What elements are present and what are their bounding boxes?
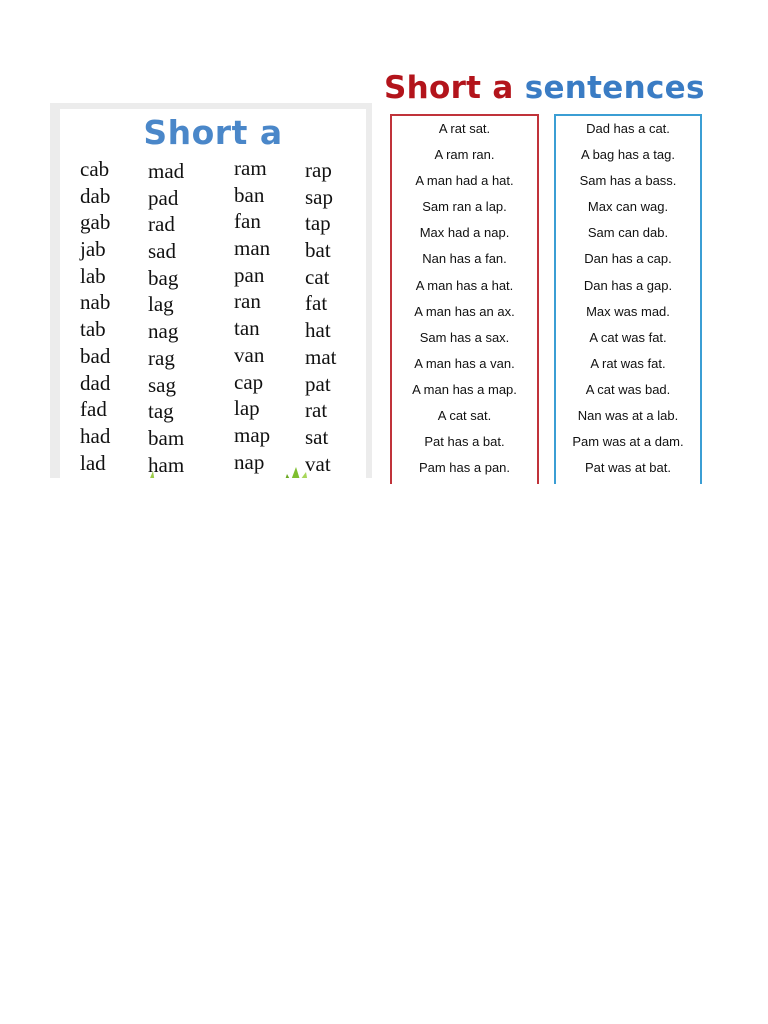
word: tab (80, 317, 106, 342)
word-column-3 (234, 155, 270, 475)
word: map (234, 422, 271, 447)
word-card-inner (60, 109, 366, 478)
word: ran (234, 289, 261, 314)
sentence: A cat was fat. (589, 329, 667, 345)
word: sad (148, 239, 176, 264)
word: pan (234, 262, 265, 287)
sentences-title-short-a: Short a (384, 70, 514, 106)
word: lap (234, 396, 260, 421)
word: rad (148, 212, 175, 237)
word-column-2 (148, 158, 184, 478)
sentence: A man has a hat. (415, 277, 514, 293)
word: rag (148, 345, 175, 370)
word: bad (80, 343, 111, 368)
sentences-title (384, 70, 705, 106)
sentence: Dad has a cat. (586, 121, 670, 136)
word: sap (305, 184, 333, 209)
sentence: Sam has a sax. (419, 329, 510, 345)
sentence: A cat was bad. (585, 381, 671, 397)
word: nag (148, 319, 179, 344)
word: fan (234, 209, 261, 234)
sentence: A man has a map. (412, 381, 517, 397)
word: van (234, 342, 265, 367)
short-a-word-card (50, 103, 372, 478)
sentence: Dan has a cap. (584, 251, 672, 267)
sentence: Sam can dab. (587, 225, 669, 241)
word-column-4 (305, 157, 337, 477)
sentence: A man has a van. (414, 355, 515, 371)
word: bam (148, 425, 185, 450)
word: rat (305, 398, 328, 423)
word: tan (234, 316, 260, 341)
sentence: Max had a nap. (419, 225, 510, 241)
word: ham (148, 452, 185, 477)
sentence: A man had a hat. (415, 173, 514, 189)
word: gab (80, 210, 111, 235)
sentence: A bag has a tag. (581, 147, 675, 163)
sentence: Pam was at a dam. (572, 434, 684, 450)
sentences-box-right (554, 114, 702, 484)
word: lag (148, 292, 174, 317)
sentence: Sam ran a lap. (422, 199, 507, 215)
word: mat (305, 344, 337, 369)
sentence: Sam has a bass. (579, 173, 677, 189)
sentence-list-right (556, 116, 700, 481)
word: ban (234, 182, 265, 207)
word: had (80, 423, 111, 448)
word: rap (305, 158, 332, 182)
word: fat (305, 291, 328, 316)
word: lad (80, 450, 106, 475)
word: tag (148, 399, 174, 424)
sentence: Dan has a gap. (583, 277, 673, 293)
word: sag (148, 372, 176, 397)
sentence-list-left (392, 116, 537, 481)
sentences-box-left (390, 114, 539, 484)
grass-decoration-icon (120, 463, 320, 478)
word: ram (234, 156, 267, 180)
word: sat (305, 424, 329, 449)
sentence: Max can wag. (587, 199, 669, 215)
word: vat (305, 451, 331, 476)
word: pat (305, 371, 331, 396)
word: hat (305, 318, 331, 343)
word-column-1 (80, 156, 110, 476)
sentences-title-sentences: sentences (524, 70, 705, 106)
word: pad (148, 185, 179, 210)
sentence: A man has an ax. (414, 303, 515, 319)
word: bag (148, 265, 179, 290)
sentence: A ram ran. (434, 147, 495, 163)
word-card-title: Short a (143, 113, 283, 152)
sentence: Pat has a bat. (424, 434, 505, 450)
word: nab (80, 290, 111, 315)
sentence: Pat was at bat. (585, 460, 671, 476)
word: fad (80, 397, 107, 422)
word: mad (148, 159, 185, 183)
word: tap (305, 211, 331, 236)
sentence: Nan has a fan. (422, 251, 507, 267)
sentence: Max was mad. (586, 303, 670, 319)
sentence: A rat was fat. (590, 355, 666, 371)
word: cap (234, 369, 264, 394)
word: nap (234, 449, 265, 474)
word: cat (305, 264, 330, 289)
word: cab (80, 157, 110, 181)
sentence: Pam has a pan. (418, 460, 511, 476)
word: dad (80, 370, 111, 395)
word: bat (305, 238, 331, 263)
word: dab (80, 183, 111, 208)
word: man (234, 236, 271, 261)
sentence: Nan was at a lab. (577, 408, 679, 424)
word: jab (80, 237, 106, 262)
sentence: A cat sat. (437, 408, 492, 424)
sentence: A rat sat. (438, 121, 491, 136)
word: lab (80, 263, 106, 288)
